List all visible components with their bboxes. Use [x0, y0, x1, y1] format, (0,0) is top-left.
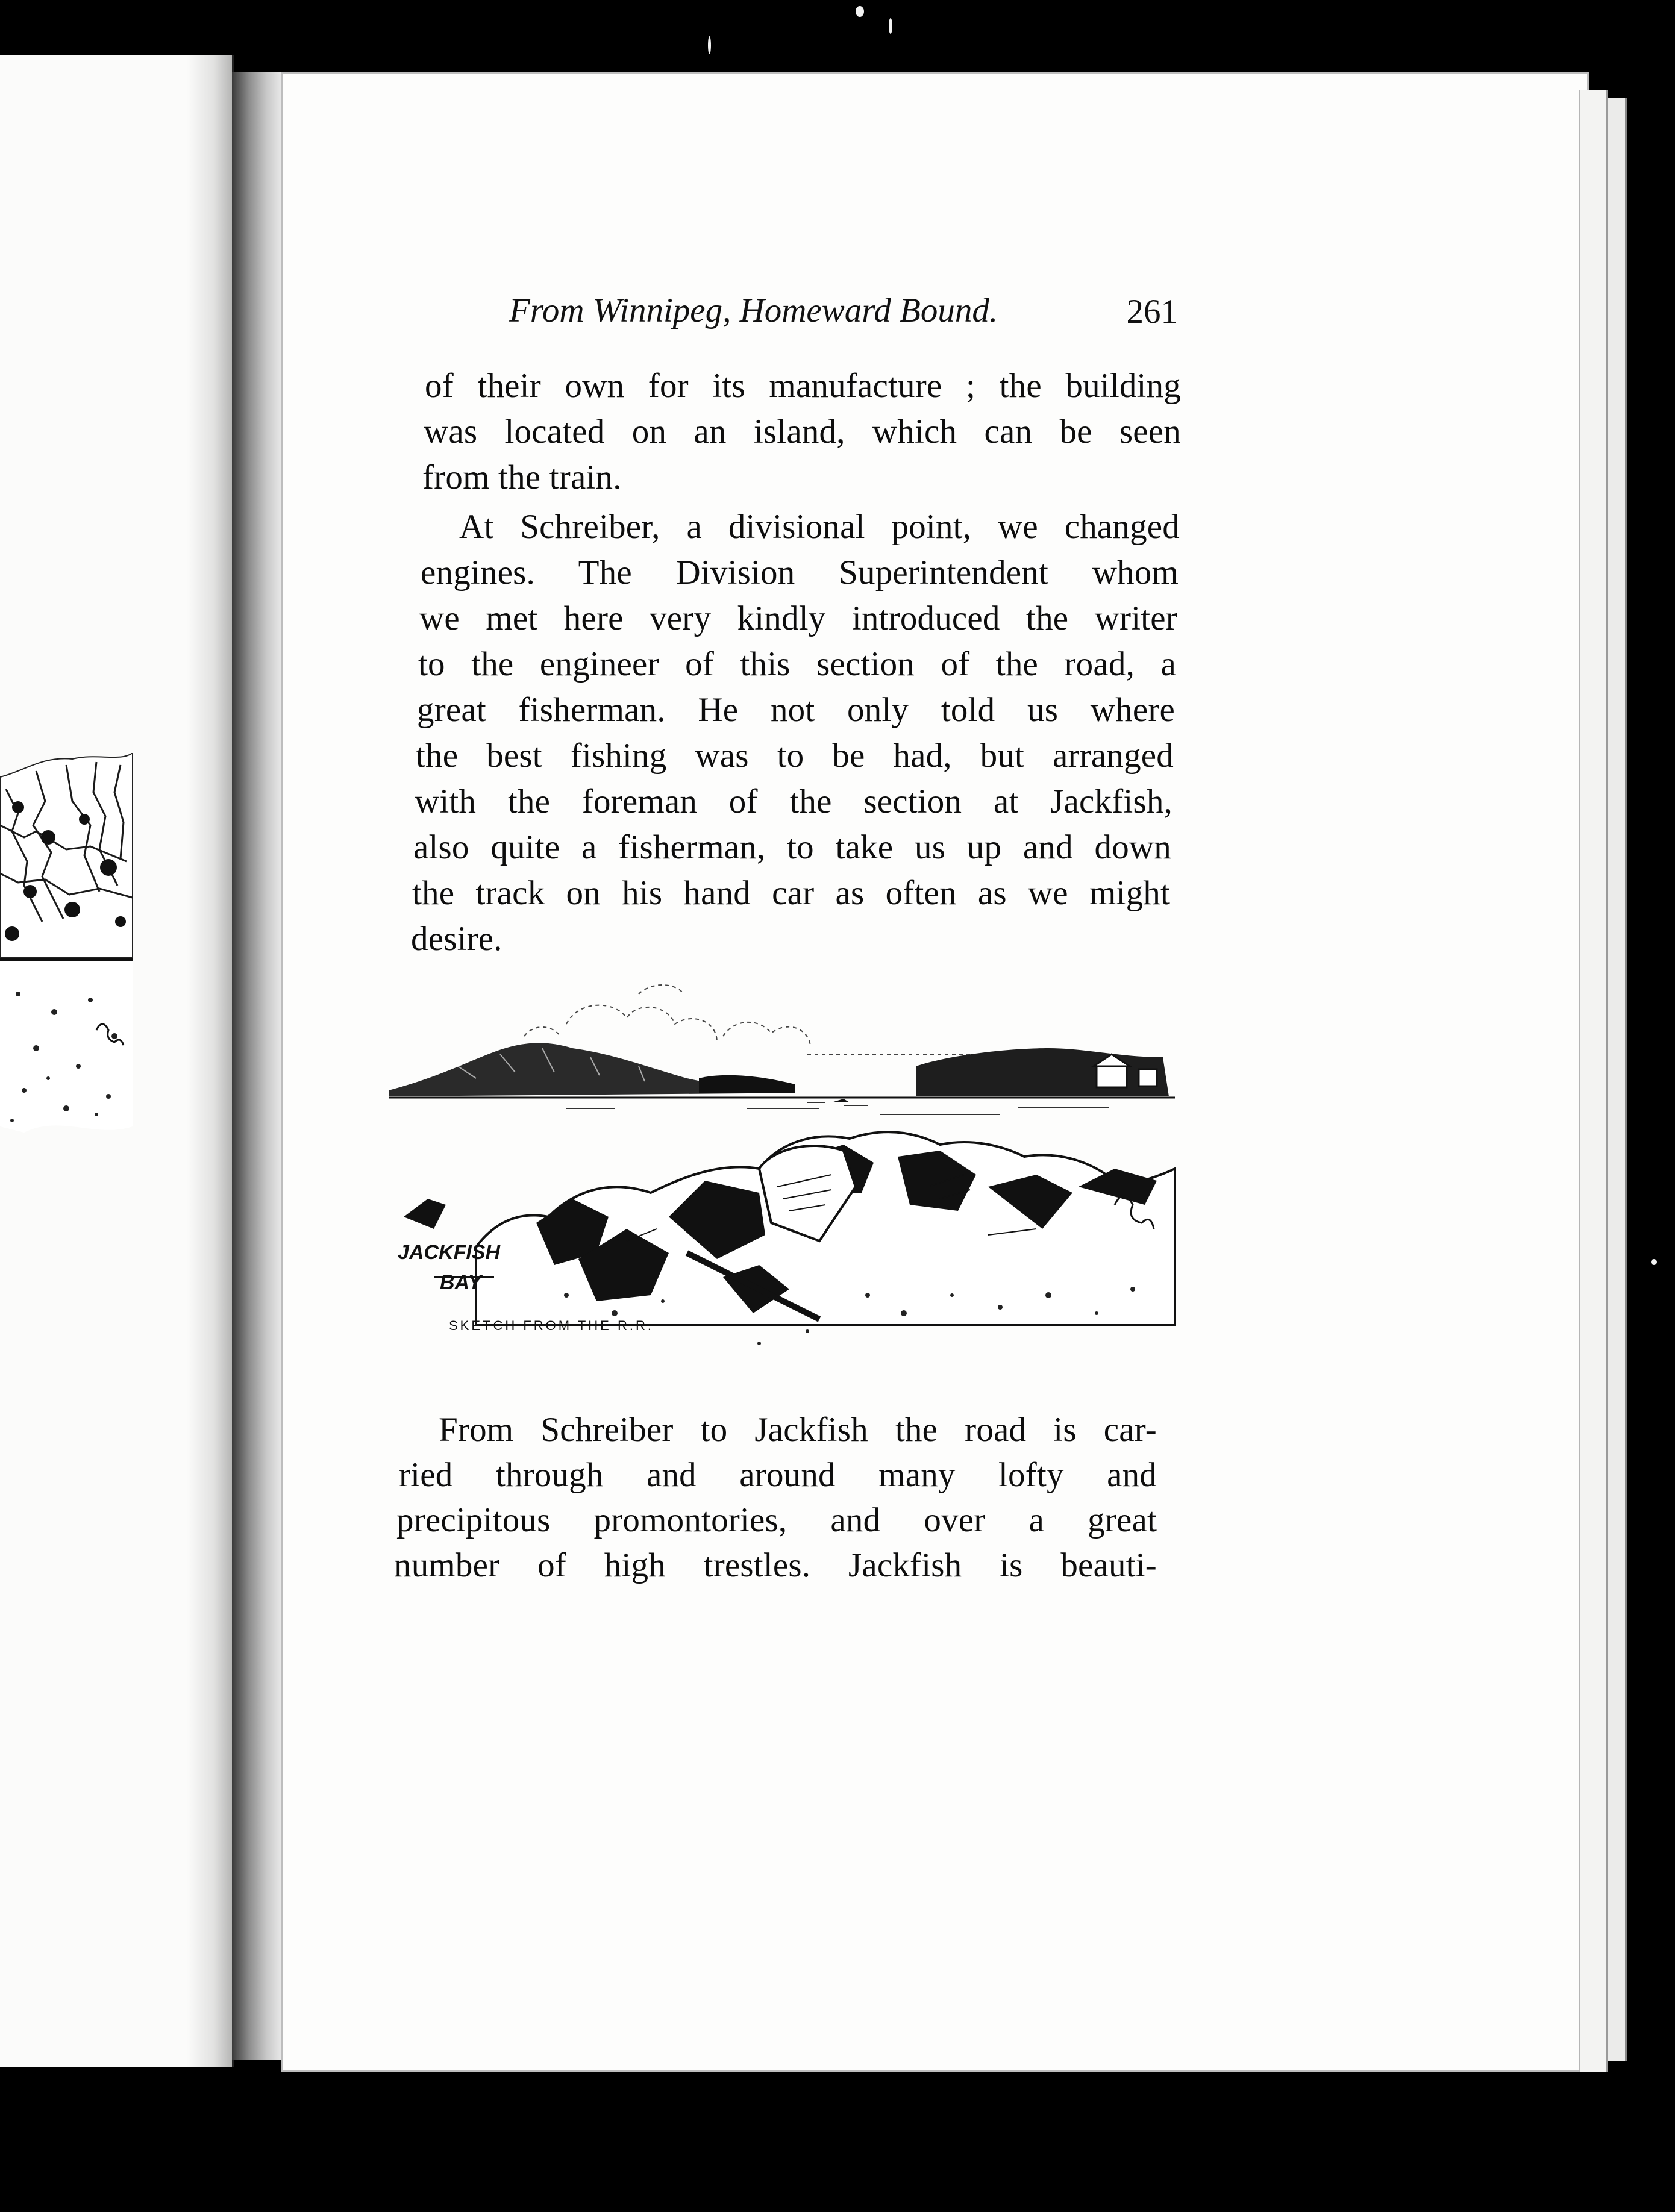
text-line: From Schreiber to Jackfish the road is car- — [439, 1411, 1157, 1449]
scan-speck — [1651, 1259, 1657, 1265]
left-page-illustration — [0, 753, 133, 1163]
page-edge — [1608, 98, 1627, 2061]
text-line: from the train. — [422, 458, 622, 496]
text-line: ried through and around many lofty and — [399, 1456, 1157, 1494]
text-line: also quite a fisherman, to take us up and down — [413, 828, 1171, 866]
text-line: was located on an island, which can be seen — [424, 413, 1181, 451]
text-line: number of high trestles. Jackfish is beauti- — [394, 1546, 1157, 1584]
illustration-caption-credit: SKETCH FROM THE R.R. — [449, 1318, 654, 1333]
text-line: the best fishing was to be had, but arranged — [416, 737, 1174, 775]
text-line: precipitous promontories, and over a great — [396, 1501, 1157, 1539]
scan-speck — [856, 6, 864, 17]
illustration-caption-subtitle: BAY — [440, 1271, 482, 1294]
text-line: of their own for its manufacture ; the building — [425, 367, 1181, 405]
running-header-title: From Winnipeg, Homeward Bound. — [509, 292, 998, 330]
page-number: 261 — [1126, 293, 1178, 331]
page-edge — [1579, 90, 1608, 2072]
text-line: desire. — [411, 920, 502, 958]
scan-speck — [708, 36, 711, 54]
book-gutter — [232, 72, 281, 2060]
text-line: to the engineer of this section of the road, a — [418, 645, 1176, 683]
jackfish-bay-sketch — [386, 958, 1181, 1367]
scan-speck — [889, 18, 892, 34]
text-line: with the foreman of the section at Jackfish, — [415, 783, 1172, 820]
text-line: great fisherman. He not only told us where — [417, 691, 1175, 729]
running-header — [509, 293, 1178, 342]
left-page-gutter-shadow — [187, 55, 232, 2067]
text-line: we met here very kindly introduced the writer — [419, 599, 1177, 637]
text-line: engines. The Division Superintendent whom — [421, 554, 1179, 592]
text-line: At Schreiber, a divisional point, we changed — [459, 508, 1180, 546]
text-line: the track on his hand car as often as we might — [412, 874, 1170, 912]
illustration-caption-title: JACKFISH — [398, 1241, 501, 1264]
